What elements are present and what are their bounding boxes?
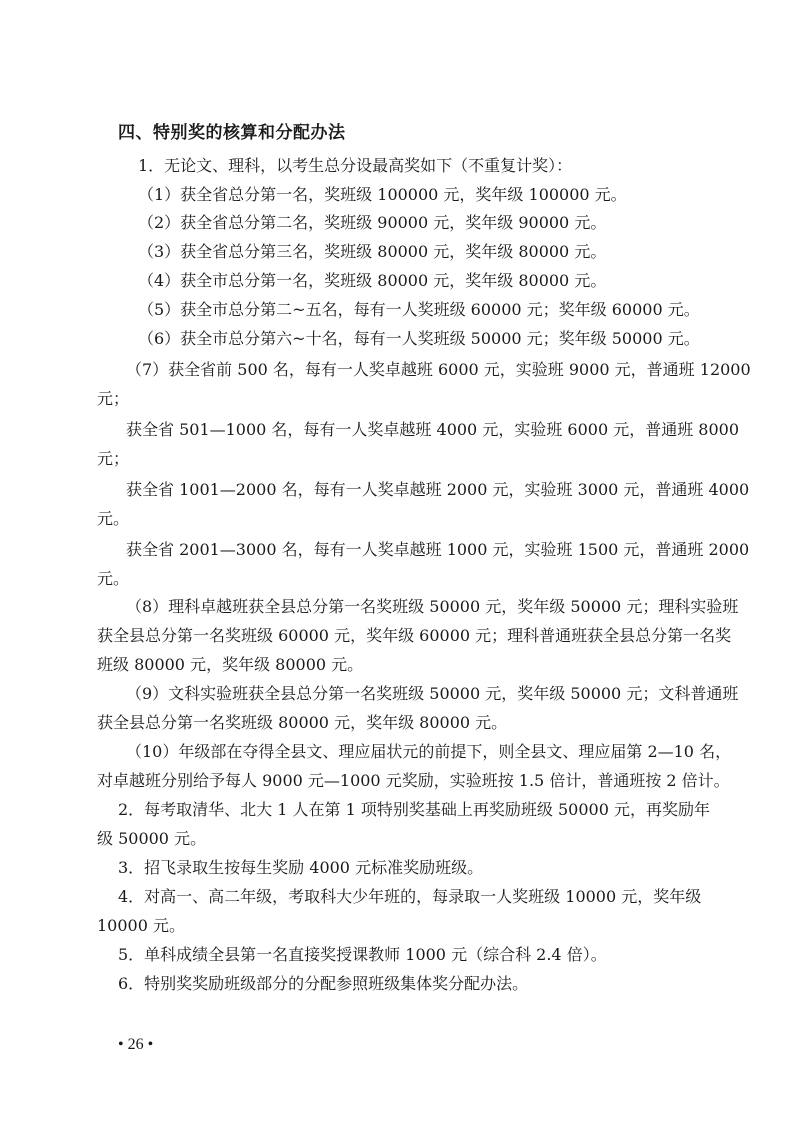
paragraph-line: （5）获全市总分第二~五名，每有一人奖班级 60000 元；奖年级 60000 元。 xyxy=(138,300,700,319)
paragraph-line: 获全省 2001—3000 名，每有一人奖卓越班 1000 元，实验班 1500 元，普通班 2000 xyxy=(126,540,750,559)
page-number: • 26 • xyxy=(118,1036,154,1053)
paragraph-line: 5．单科成绩全县第一名直接奖授课教师 1000 元（综合科 2.4 倍）。 xyxy=(118,945,607,964)
paragraph-line: 获全省 501—1000 名，每有一人奖卓越班 4000 元，实验班 6000 元，普通班 8000 xyxy=(126,420,740,439)
paragraph-line: （1）获全省总分第一名，奖班级 100000 元，奖年级 100000 元。 xyxy=(138,185,627,204)
paragraph-line: 10000 元。 xyxy=(97,916,185,935)
paragraph-line: 2．每考取清华、北大 1 人在第 1 项特别奖基础上再奖励班级 50000 元，再奖励年 xyxy=(118,800,710,819)
paragraph-line: 对卓越班分别给予每人 9000 元—1000 元奖励，实验班按 1.5 倍计，普通班按 2 倍计。 xyxy=(97,771,730,790)
paragraph-line: （9）文科实验班获全县总分第一名奖班级 50000 元，奖年级 50000 元；文科普通班 xyxy=(126,684,739,703)
paragraph-line: 元。 xyxy=(97,569,130,588)
paragraph-line: （2）获全省总分第二名，奖班级 90000 元，奖年级 90000 元。 xyxy=(138,213,607,232)
paragraph-line: 获全县总分第一名奖班级 80000 元，奖年级 80000 元。 xyxy=(97,713,508,732)
paragraph-line: 6．特别奖奖励班级部分的分配参照班级集体奖分配办法。 xyxy=(118,974,529,993)
paragraph-line: （3）获全省总分第三名，奖班级 80000 元，奖年级 80000 元。 xyxy=(138,242,607,261)
paragraph-line: 获全省 1001—2000 名，每有一人奖卓越班 2000 元，实验班 3000 元，普通班 4000 xyxy=(126,480,750,499)
paragraph-line: 元。 xyxy=(97,509,130,528)
paragraph-line: （10）年级部在夺得全县文、理应届状元的前提下，则全县文、理应届第 2—10 名， xyxy=(126,742,732,761)
paragraph-line: 获全县总分第一名奖班级 60000 元，奖年级 60000 元；理科普通班获全县总分第一名奖 xyxy=(97,626,732,645)
paragraph-line: 1．无论文、理科，以考生总分设最高奖如下（不重复计奖）： xyxy=(138,156,573,175)
paragraph-line: （7）获全省前 500 名，每有一人奖卓越班 6000 元，实验班 9000 元，普通班 12000 xyxy=(126,360,751,379)
paragraph-line: 级 50000 元。 xyxy=(97,829,207,848)
paragraph-line: 班级 80000 元，奖年级 80000 元。 xyxy=(97,655,364,674)
paragraph-line: （8）理科卓越班获全县总分第一名奖班级 50000 元，奖年级 50000 元；理科实验班 xyxy=(126,597,739,616)
paragraph-line: （6）获全市总分第六~十名，每有一人奖班级 50000 元；奖年级 50000 元。 xyxy=(138,329,700,348)
paragraph-line: 元； xyxy=(97,449,130,468)
paragraph-line: 3．招飞录取生按每生奖励 4000 元标准奖励班级。 xyxy=(118,858,484,877)
section-heading: 四、特别奖的核算和分配办法 xyxy=(118,123,346,143)
paragraph-line: （4）获全市总分第一名，奖班级 80000 元，奖年级 80000 元。 xyxy=(138,271,607,290)
paragraph-line: 元； xyxy=(97,389,130,408)
paragraph-line: 4．对高一、高二年级，考取科大少年班的，每录取一人奖班级 10000 元，奖年级 xyxy=(118,887,702,906)
